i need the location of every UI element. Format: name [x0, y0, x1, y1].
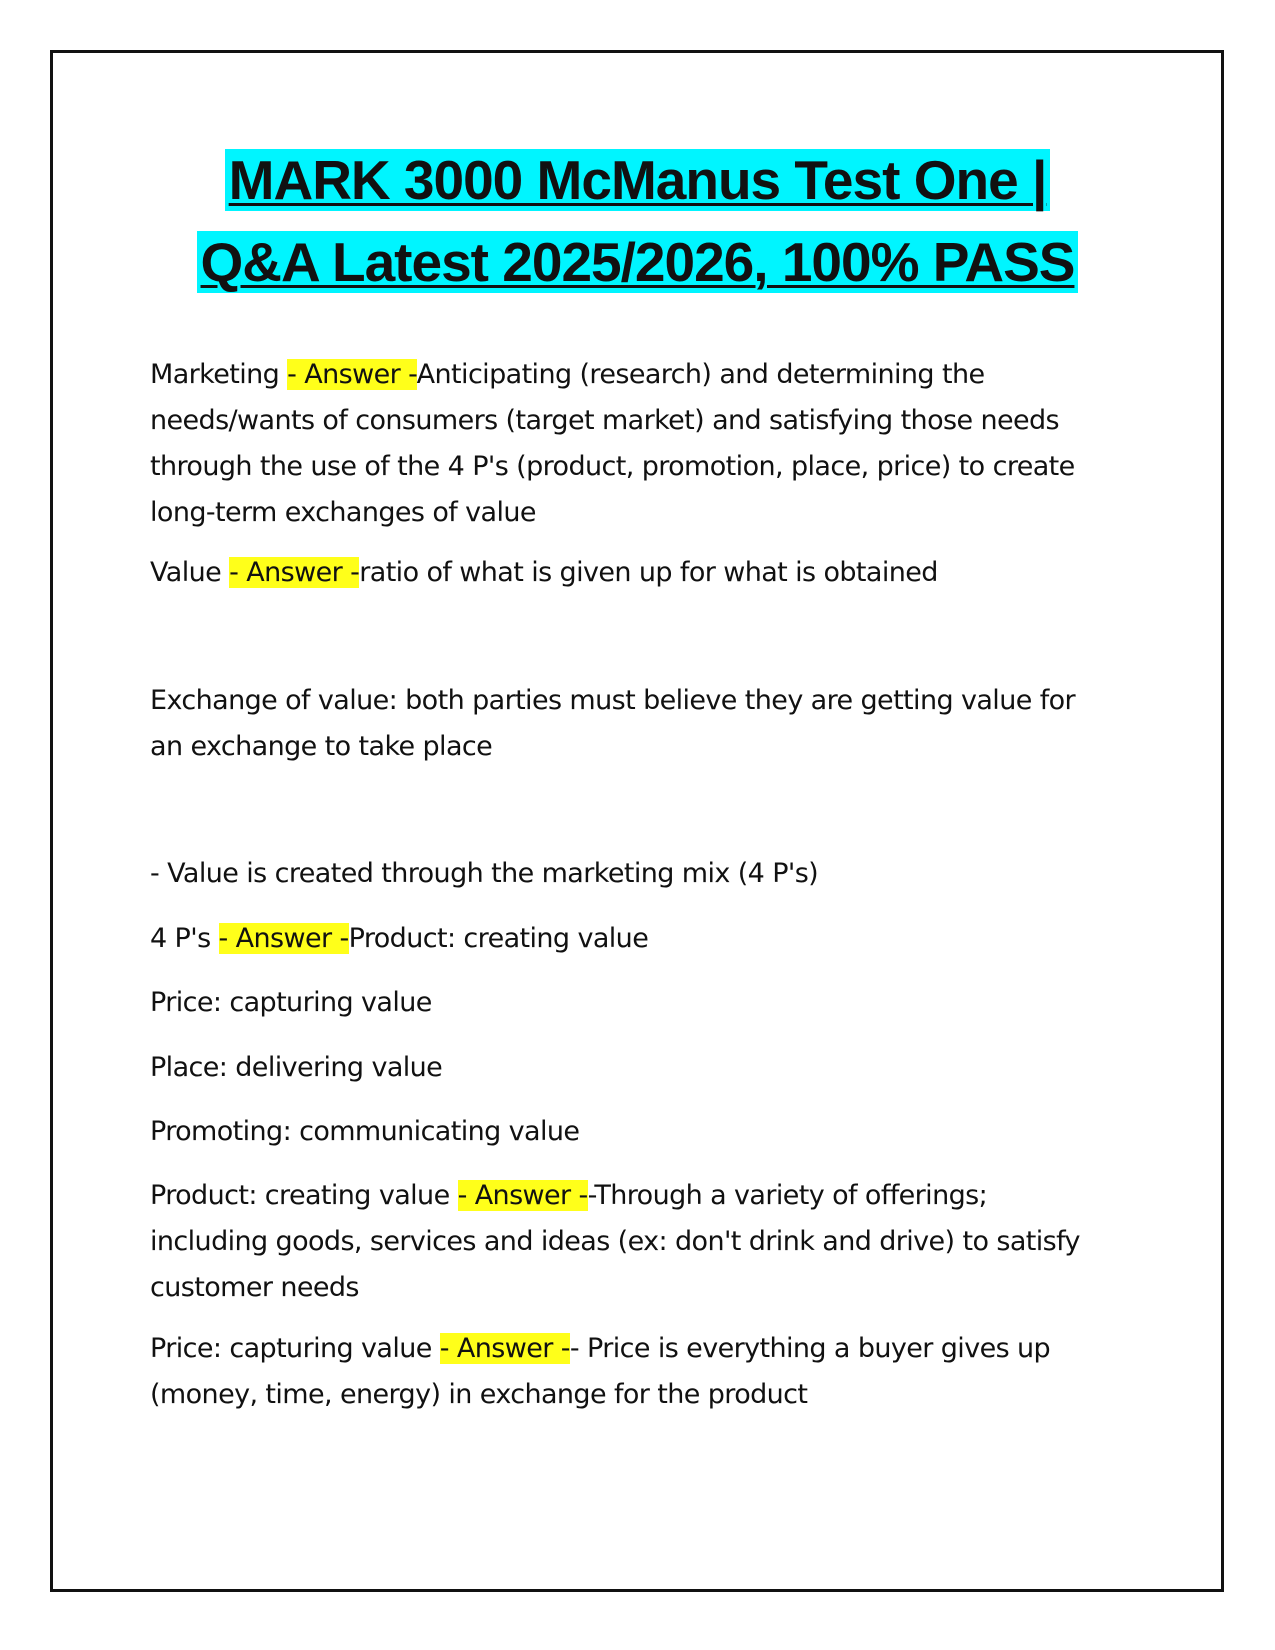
promoting-line: Promoting: communicating value [150, 1116, 580, 1147]
definition-text: customer needs [150, 1272, 359, 1303]
term: 4 P's [150, 923, 219, 954]
definition-text: long-term exchanges of value [150, 497, 536, 528]
answer-highlight: - Answer - [218, 923, 349, 954]
definition-text: ratio of what is given up for what is obtained [359, 557, 938, 588]
qa-line [150, 916, 1130, 962]
qa-entry-value [150, 550, 1130, 596]
qa-entry-marketing [150, 352, 1130, 536]
qa-line [150, 352, 1130, 398]
qa-entry-4ps [150, 916, 1130, 962]
qa-line [150, 550, 1130, 596]
answer-highlight: - Answer - [229, 557, 360, 588]
qa-entry-price [150, 1326, 1130, 1418]
place-line: Place: delivering value [150, 1052, 443, 1083]
term: Product: creating value [150, 1180, 458, 1211]
paragraph-line: an exchange to take place [150, 731, 493, 762]
definition-text: (money, time, energy) in exchange for the product [150, 1379, 808, 1410]
marketing-mix-note [150, 851, 1130, 897]
definition-text: Product: creating value [348, 923, 649, 954]
definition-text: -Through a variety of offerings; [587, 1180, 988, 1211]
term: Price: capturing value [150, 1333, 440, 1364]
qa-line [150, 1173, 1130, 1219]
qa-entry-product [150, 1173, 1130, 1311]
term: Value [150, 557, 230, 588]
answer-highlight: - Answer - [457, 1180, 588, 1211]
qa-line [150, 1326, 1130, 1372]
definition-text: through the use of the 4 P's (product, promotion, place, price) to create [150, 451, 1075, 482]
title-line-2: Q&A Latest 2025/2026, 100% PASS [197, 231, 1079, 293]
title-line-1: MARK 3000 McManus Test One | [225, 149, 1051, 211]
answer-highlight: - Answer - [287, 359, 417, 390]
term: Marketing [150, 359, 288, 390]
definition-text: including goods, services and ideas (ex: don't drink and drive) to satisfy [150, 1226, 1080, 1257]
definition-text: - Price is everything a buyer gives up [569, 1333, 1051, 1364]
paragraph-line: - Value is created through the marketing mix (4 P's) [150, 858, 819, 889]
exchange-of-value-paragraph [150, 678, 1130, 770]
price-line: Price: capturing value [150, 987, 432, 1018]
answer-highlight: - Answer - [439, 1333, 570, 1364]
definition-text: Anticipating (research) and determining the [416, 359, 985, 390]
paragraph-line: Exchange of value: both parties must believe they are getting value for [150, 685, 1076, 716]
definition-text: needs/wants of consumers (target market) and satisfying those needs [150, 405, 1059, 436]
